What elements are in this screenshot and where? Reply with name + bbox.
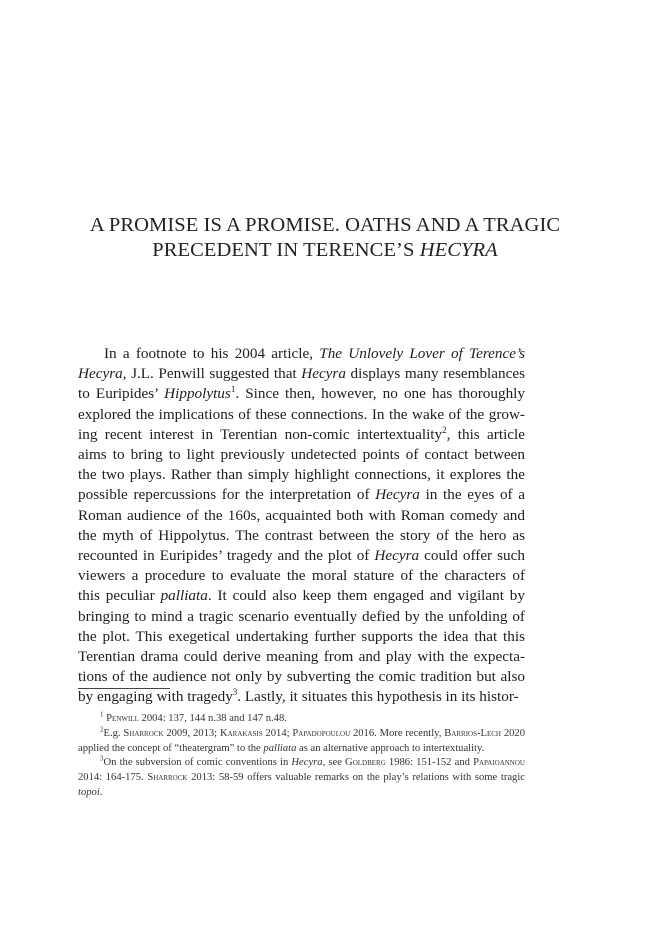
author-name: Penwill (106, 713, 139, 724)
body-line (78, 425, 525, 445)
author-name: Barrios-Lech (444, 727, 501, 739)
body-line: the plot. This exegetical undertaking further supports the idea that this (78, 627, 525, 645)
text-run: , see (322, 757, 346, 769)
play-title: Hippolytus (164, 385, 231, 403)
genre-term: palliata (263, 742, 297, 754)
title-line-1: A PROMISE IS A PROMISE. OATHS AND A TRAGIC (89, 214, 561, 236)
text-run: , J.L. Penwill suggested that (122, 365, 302, 383)
text-run: displays many resemblances (345, 365, 525, 383)
play-title: Hecyra (374, 547, 420, 565)
text-run: 2014: 164-175. (78, 772, 148, 784)
article-title: Hecyra (78, 365, 123, 383)
body-line (78, 687, 525, 707)
text-run: could offer such (419, 547, 525, 565)
footnotes (78, 712, 525, 801)
footnote-ref[interactable]: 1 (230, 384, 236, 395)
footnote-2 (78, 727, 525, 757)
genre-term: palliata (160, 587, 208, 605)
text-run: recounted in Euripides’ tragedy and the plot of (78, 547, 375, 565)
author-name: Goldberg (345, 757, 386, 769)
play-title: Hecyra (301, 365, 346, 383)
body-paragraph (78, 344, 525, 708)
body-line: Terentian drama could derive meaning from and play with the expecta- (78, 648, 525, 666)
body-line: Roman audience of the 160s, acquainted both with Roman comedy and (78, 506, 525, 524)
text-run: 2020 applied the concept of “theatergram” to the (78, 727, 526, 754)
author-name: Papadopoulou (292, 727, 351, 739)
text-run: this peculiar (78, 587, 161, 605)
author-name: Karakasis (219, 727, 263, 739)
body-line (78, 364, 525, 384)
text-run: . It could also keep them engaged and vigilant by (207, 587, 525, 605)
text-run: , this article (446, 425, 525, 443)
text-run: 2014; (262, 727, 293, 739)
body-line: explored the implications of these connections. In the wake of the grow- (78, 405, 525, 423)
body-line: bringing to mind a tragic scenario eventually defied by the unfolding of (78, 607, 525, 625)
term: topoi (78, 786, 100, 798)
body-line (78, 485, 525, 505)
footnote-ref[interactable]: 3 (232, 687, 238, 698)
text-run: 2004: 137, 144 n.38 and 147 n.48. (138, 713, 287, 724)
body-line (78, 586, 525, 606)
text-run: . Since then, however, no one has thoroughly (235, 385, 525, 403)
footnote-ref[interactable]: 2 (442, 424, 447, 435)
text-run: 1986: 151-152 and (385, 757, 474, 769)
text-run: On the subversion of comic conventions in (103, 757, 292, 769)
text-run: by engaging with tragedy (78, 688, 233, 706)
footnote-separator (78, 688, 170, 689)
text-run: to Euripides’ (78, 385, 165, 403)
body-line: the two plays. Rather than simply highlight connections, it explores the (78, 466, 525, 484)
text-run: 2009, 2013; (163, 727, 220, 739)
body-line (78, 344, 525, 364)
body-line (78, 546, 525, 566)
footnote-number: 2 (100, 725, 104, 734)
body-line (78, 384, 525, 404)
text-run: in the eyes of a (419, 486, 526, 504)
footnote-number: 1 (100, 710, 104, 719)
footnote-number: 3 (100, 754, 104, 763)
text-run: possible repercussions for the interpretation of (78, 486, 376, 504)
footnote-3 (78, 756, 525, 800)
chapter-title (60, 213, 590, 263)
author-name: Papaioannou (473, 757, 525, 769)
body-line: aims to bring to light previously undetected points of contact between (78, 446, 525, 464)
text-run: . (99, 786, 103, 798)
text-run: In a footnote to his 2004 article, (104, 345, 320, 362)
title-play-name: HECYRA (419, 239, 498, 261)
text-run: 2013: 58-59 offers valuable remarks on the play’s relations with some tragic (187, 772, 525, 784)
author-name: Sharrock (123, 727, 164, 739)
play-title: Hecyra (375, 486, 420, 504)
text-run: E.g. (103, 727, 124, 739)
text-run: 2016. More recently, (350, 727, 445, 739)
body-line: tions of the audience not only by subverting the comic tradition but also (78, 668, 525, 686)
text-run: as an alternative approach to intertextuality. (296, 742, 485, 754)
article-title: The Unlovely Lover of Terence’s (319, 345, 525, 362)
footnote-1 (78, 712, 525, 727)
text-run: ing recent interest in Terentian non-comic intertextuality (78, 425, 443, 443)
title-line-2 (60, 238, 590, 263)
body-line: viewers a procedure to evaluate the moral stature of the characters of (78, 567, 525, 585)
text-run: . Lastly, it situates this hypothesis in its histor- (237, 688, 519, 706)
body-line: the myth of Hippolytus. The contrast between the story of the hero as (78, 526, 525, 544)
author-name: Sharrock (147, 772, 188, 784)
title-line-2-text: PRECEDENT IN TERENCE’S (152, 239, 420, 261)
play-title: Hecyra (291, 757, 323, 769)
